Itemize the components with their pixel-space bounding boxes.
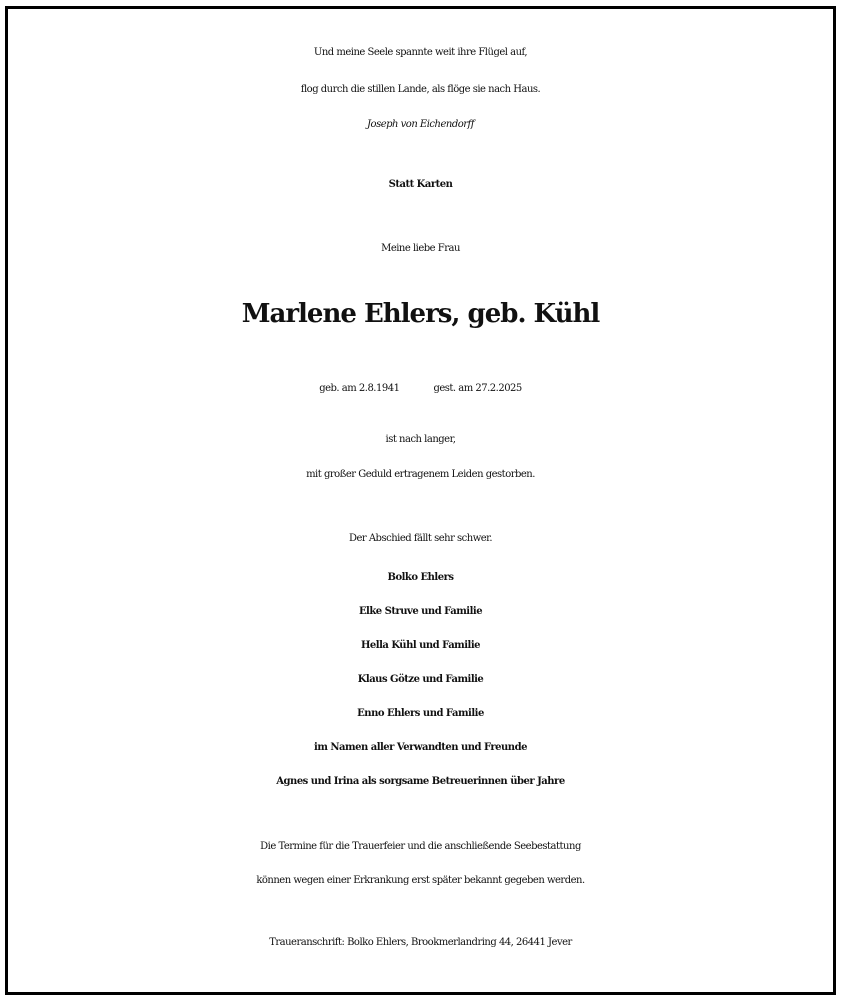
death-date: gest. am 27.2.2025	[433, 383, 522, 394]
farewell-text: Der Abschied fällt sehr schwer.	[348, 533, 493, 544]
mourner-line: Enno Ehlers und Familie	[357, 708, 484, 719]
life-dates	[8, 383, 833, 394]
mourner-line: Bolko Ehlers	[387, 572, 454, 583]
quote-line-2: flog durch die stillen Lande, als flöge sie nach Haus.	[300, 84, 541, 95]
notice-line-2: können wegen einer Erkrankung erst später bekannt gegeben werden.	[256, 875, 585, 886]
quote-author: Joseph von Eichendorff	[367, 119, 474, 130]
mourner-line: Hella Kühl und Familie	[360, 640, 481, 651]
mourning-address: Traueranschrift: Bolko Ehlers, Brookmerlandring 44, 26441 Jever	[269, 937, 572, 948]
mourner-line: Agnes und Irina als sorgsame Betreuerinnen über Jahre	[276, 776, 565, 787]
notice-line-1: Die Termine für die Trauerfeier und die anschließende Seebestattung	[260, 841, 581, 852]
quote-line-1: Und meine Seele spannte weit ihre Flügel auf,	[313, 47, 528, 58]
intro-text: Meine liebe Frau	[381, 243, 460, 254]
mourner-line: Klaus Götze und Familie	[357, 674, 484, 685]
message-line-2: mit großer Geduld ertragenem Leiden gestorben.	[306, 469, 535, 480]
message-line-1: ist nach langer,	[385, 434, 456, 445]
heading: Statt Karten	[388, 179, 453, 190]
obituary-frame	[5, 6, 836, 995]
mourner-line: Elke Struve und Familie	[358, 606, 483, 617]
mourner-line: im Namen aller Verwandten und Freunde	[314, 742, 527, 753]
birth-date: geb. am 2.8.1941	[319, 383, 400, 394]
deceased-name: Marlene Ehlers, geb. Kühl	[241, 299, 600, 329]
